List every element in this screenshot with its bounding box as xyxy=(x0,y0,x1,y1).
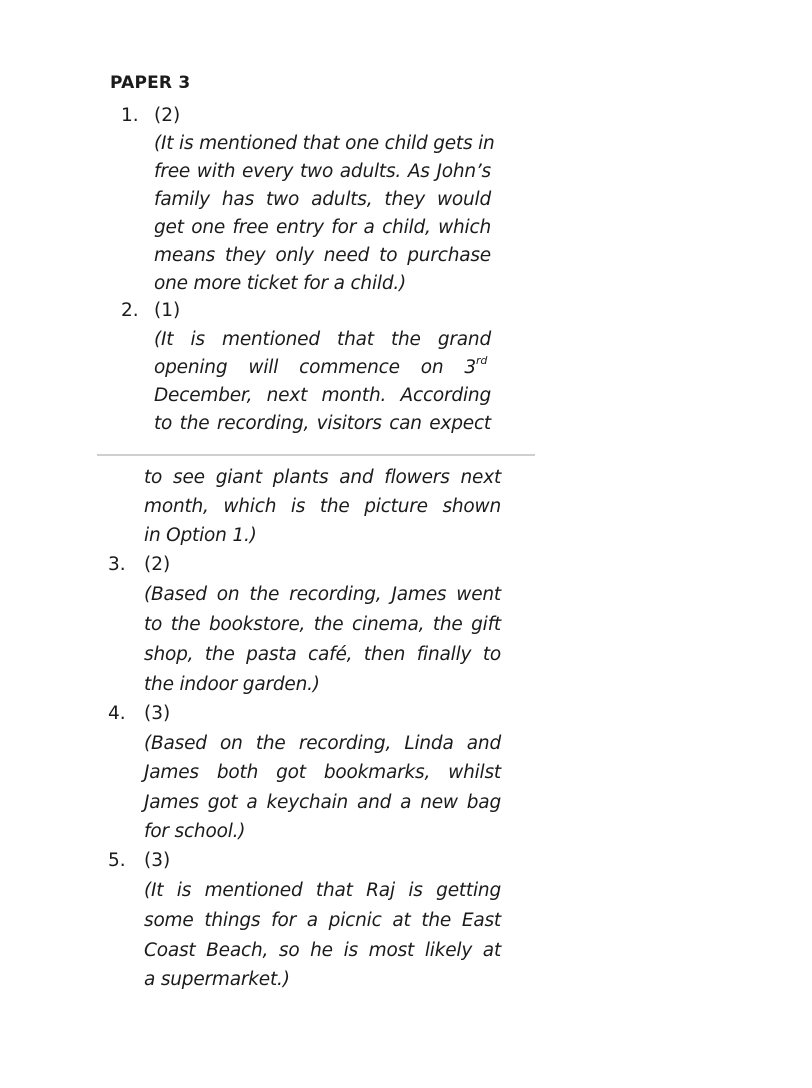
q1-explanation-line: one more ticket for a child.) xyxy=(154,273,407,294)
q1-explanation-line: family has two adults, they would xyxy=(154,189,491,210)
q2-explanation-line: opening will commence on 3 xyxy=(154,357,476,378)
q1-explanation-line: get one free entry for a child, which xyxy=(154,217,491,238)
q4-explanation-line: James got a keychain and a new bag xyxy=(144,792,501,813)
superscript-rd: rd xyxy=(476,353,488,367)
q1-explanation-line: (It is mentioned that one child gets in xyxy=(154,133,495,154)
q4-explanation-line: James both got bookmarks, whilst xyxy=(144,762,501,783)
q1-explanation-line: means they only need to purchase xyxy=(154,245,491,266)
q3-explanation-line: to the bookstore, the cinema, the gift xyxy=(144,614,501,635)
q5-explanation-line: Coast Beach, so he is most likely at xyxy=(144,940,501,961)
q2-answer: (1) xyxy=(154,300,181,321)
q3-explanation-line: the indoor garden.) xyxy=(144,674,320,695)
q1-explanation-line: free with every two adults. As John’s xyxy=(154,161,491,182)
q4-answer: (3) xyxy=(144,703,171,724)
q2-explanation-line: to the recording, visitors can expect xyxy=(154,413,491,434)
q4-number: 4. xyxy=(108,703,126,724)
page-divider xyxy=(97,454,535,456)
q5-answer: (3) xyxy=(144,850,171,871)
q4-explanation-line: (Based on the recording, Linda and xyxy=(144,733,501,754)
q5-number: 5. xyxy=(108,850,126,871)
q3-explanation-line: shop, the pasta café, then finally to xyxy=(144,644,501,665)
q2-number: 2. xyxy=(121,300,139,321)
q4-explanation-line: for school.) xyxy=(144,821,246,842)
q2-explanation-line: December, next month. According xyxy=(154,385,491,406)
q5-explanation-line: (It is mentioned that Raj is getting xyxy=(144,880,501,901)
q1-number: 1. xyxy=(121,105,139,126)
q3-explanation-line: (Based on the recording, James went xyxy=(144,584,501,605)
q1-answer: (2) xyxy=(154,105,181,126)
q5-explanation-line: a supermarket.) xyxy=(144,969,290,990)
page-heading: PAPER 3 xyxy=(110,73,191,93)
q2-continuation-line: to see giant plants and flowers next xyxy=(144,467,501,488)
q5-explanation-line: some things for a picnic at the East xyxy=(144,910,501,931)
q3-answer: (2) xyxy=(144,554,171,575)
q3-number: 3. xyxy=(108,554,126,575)
q2-continuation-line: in Option 1.) xyxy=(144,525,257,546)
q2-continuation-line: month, which is the picture shown xyxy=(144,496,501,517)
q2-explanation-line: (It is mentioned that the grand xyxy=(154,329,491,350)
